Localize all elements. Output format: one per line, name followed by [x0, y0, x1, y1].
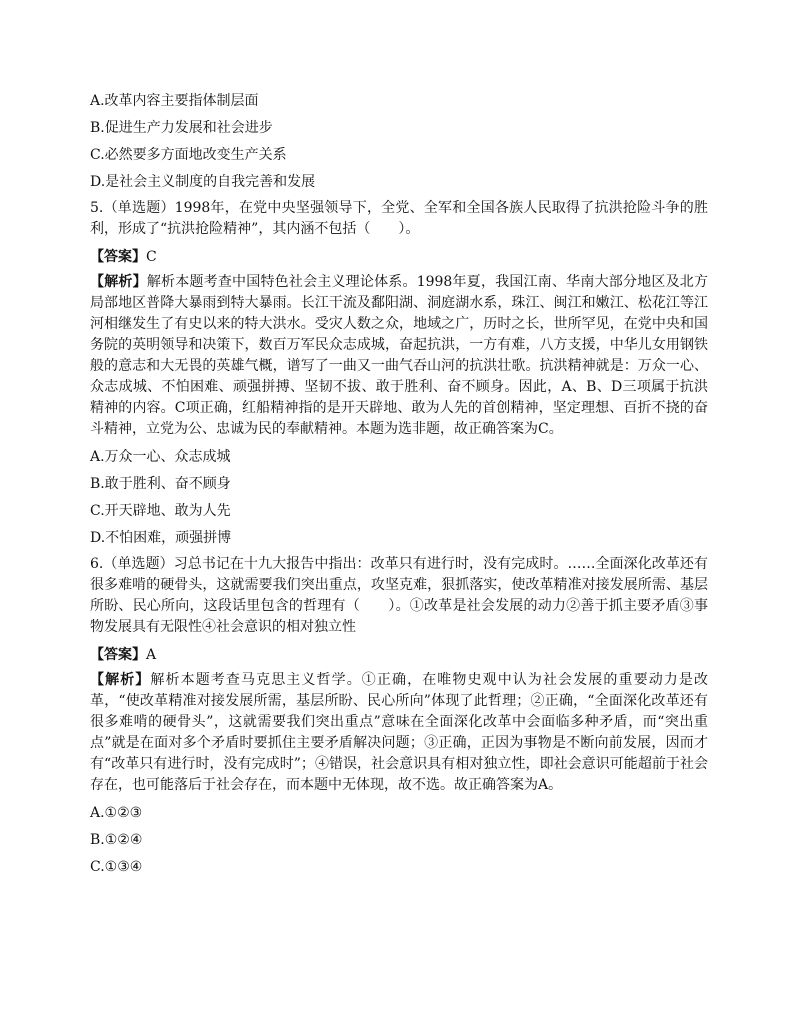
q5-option-a: A.万众一心、众志成城	[90, 449, 231, 465]
q5-stem: 5.（单选题）1998年，在党中央坚强领导下，全党、全军和全国各族人民取得了抗洪抢险斗争的胜利，形成了“抗洪抢险精神”，其内涵不包括（ ）。	[90, 200, 708, 237]
q4-option-b: B.促进生产力发展和社会进步	[90, 120, 273, 136]
q5-option-d: D.不怕困难，顽强拼博	[90, 530, 232, 546]
q5-analysis-text: 解析本题考查中国特色社会主义理论体系。1998年夏，我国江南、华南大部分地区及北方局部地区普降大暴雨到特大暴雨。长江干流及鄱阳湖、洞庭湖水系，珠江、闽江和嫩江、松花江等江河相继发生了有史以来的特大洪水。受灾人数之众，地域之广，历时之长，世所罕见，在党中央和国务院的英明领导和决策下，数百万军民众志成城，奋起抗洪，一方有难，八方支援，中华儿女用钢铁般的意志和大无畏的英雄气概，谱写了一曲又一曲气吞山河的抗洪壮歌。抗洪精神就是：万众一心、众志成城、不怕困难、顽强拼搏、坚韧不拔、敢于胜利、奋不顾身。因此，A、B、D三项属于抗洪精神的内容。C项正确，红船精神指的是开天辟地、敢为人先的首创精神，坚定理想、百折不挠的奋斗精神，立党为公、忠诚为民的奉献精神。本题为选非题，故正确答案为C。	[90, 274, 708, 437]
q5-answer-value: C	[146, 249, 157, 265]
q6-answer-value: A	[146, 647, 157, 663]
q5-option-c: C.开天辟地、敢为人先	[90, 503, 231, 519]
q6-answer-tag: 【答案】	[90, 647, 146, 663]
q6-analysis	[90, 670, 708, 796]
q6-option-c: C.①③④	[90, 859, 143, 875]
q4-option-c: C.必然要多方面地改变生产关系	[90, 147, 287, 163]
q6-answer	[90, 644, 708, 666]
q5-answer	[90, 246, 708, 268]
q6-option-a: A.①②③	[90, 805, 143, 821]
content-column	[90, 90, 708, 883]
q6-option-b: B.①②④	[90, 832, 143, 848]
q4-option-d: D.是社会主义制度的自我完善和发展	[90, 174, 316, 190]
q6-stem: 6.（单选题）习总书记在十九大报告中指出：改革只有进行时，没有完成时。……全面深化改革还有很多难啃的硬骨头，这就需要我们突出重点，攻坚克难，狠抓落实，使改革精准对接发展所需、基层所盼、民心所向，这段话里包含的哲理有（ ）。①改革是社会发展的动力②善于抓主要矛盾③事物发展具有无限性④社会意识的相对独立性	[90, 556, 708, 635]
q5-option-b: B.敢于胜利、奋不顾身	[90, 476, 231, 492]
q6-analysis-tag: 【解析】	[90, 672, 151, 688]
q4-option-a: A.改革内容主要指体制层面	[90, 93, 259, 109]
q5-answer-tag: 【答案】	[90, 249, 146, 265]
q6-analysis-text: 解析本题考查马克思主义哲学。①正确，在唯物史观中认为社会发展的重要动力是改革，“使改革精准对接发展所需，基层所盼、民心所向”体现了此哲理；②正确，“全面深化改革还有很多难啃的硬骨头”，这就需要我们突出重点”意味在全面深化改革中会面临多种矛盾，而“突出重点”就是在面对多个矛盾时要抓住主要矛盾解决问题；③正确，正因为事物是不断向前发展，因而才有“改革只有进行时，没有完成时”；④错误，社会意识具有相对独立性，即社会意识可能超前于社会存在，也可能落后于社会存在，而本题中无体现，故不选。故正确答案为A。	[90, 672, 709, 793]
q5-analysis-tag: 【解析】	[90, 274, 147, 290]
q5-analysis	[90, 272, 708, 440]
